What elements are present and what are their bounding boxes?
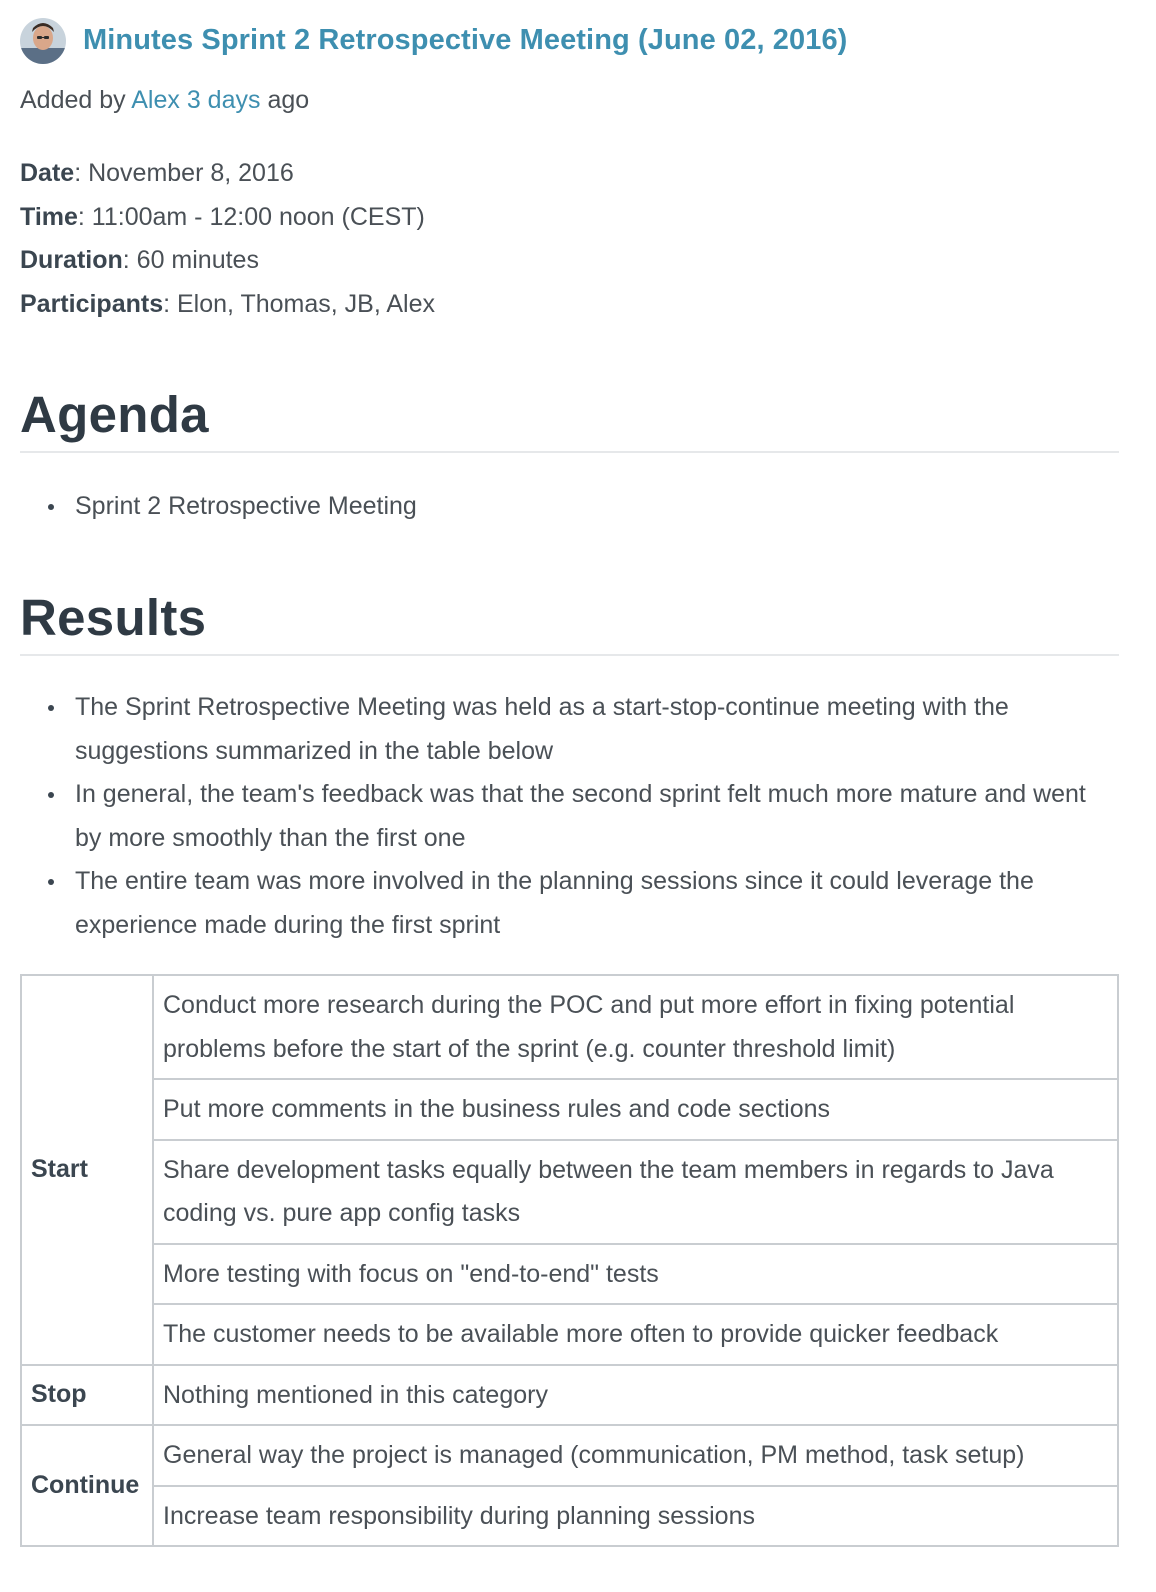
detail-value: : Elon, Thomas, JB, Alex [163,289,435,318]
list-item: The Sprint Retrospective Meeting was held as a start-stop-continue meeting with the suggestions summarized in the table below [20,686,1119,773]
detail-label: Date [20,159,75,187]
page [20,0,1119,1530]
meeting-details [20,152,1119,326]
table-row [21,1365,1118,1426]
table-cell: Conduct more research during the POC and put more effort in fixing potential problems before the start of the sprint (e.g. counter threshold limit) [153,975,1118,1079]
category-start: Start [21,975,153,1365]
detail-label: Participants [20,289,164,318]
byline [20,86,1119,126]
detail-time [20,196,1119,240]
results-divider [20,654,1119,656]
table-cell: Nothing mentioned in this category [153,1365,1118,1426]
table-cell: More testing with focus on "end-to-end" tests [153,1244,1118,1305]
results-list [20,686,1119,947]
list-item: The entire team was more involved in the planning sessions since it could leverage the experience made during the first sprint [20,860,1119,947]
byline-suffix: ago [267,86,310,114]
byline-prefix: Added by [20,86,126,114]
detail-duration [20,239,1119,283]
page-header [20,0,1119,80]
table-row [21,1304,1118,1365]
agenda-heading: Agenda [20,386,209,443]
table-row [21,975,1118,1079]
detail-value: : 11:00am - 12:00 noon (CEST) [77,202,425,231]
agenda-divider [20,451,1119,453]
table-row [21,1425,1118,1486]
retrospective-table [20,974,1119,1547]
detail-value: : November 8, 2016 [74,159,294,187]
category-stop: Stop [21,1365,153,1426]
timestamp-link[interactable]: 3 days [186,86,261,114]
page-title[interactable]: Minutes Sprint 2 Retrospective Meeting (June 02, 2016) [83,23,848,56]
detail-date [20,152,1119,196]
detail-label: Time [20,202,78,231]
results-heading: Results [20,589,207,646]
author-link[interactable]: Alex [131,86,180,114]
detail-participants [20,283,1119,327]
table-row [21,1079,1118,1140]
list-item: In general, the team's feedback was that the second sprint felt much more mature and went by more smoothly than the first one [20,773,1119,860]
table-row [21,1140,1118,1244]
table-cell: The customer needs to be available more often to provide quicker feedback [153,1304,1118,1365]
table-cell: Put more comments in the business rules and code sections [153,1079,1118,1140]
category-continue: Continue [21,1425,153,1546]
table-row [21,1244,1118,1305]
detail-label: Duration [20,246,123,274]
table-cell: Share development tasks equally between the team members in regards to Java coding vs. pure app config tasks [153,1140,1118,1244]
list-item: Sprint 2 Retrospective Meeting [20,485,1119,529]
agenda-list [20,485,1119,529]
user-avatar-icon[interactable] [20,18,66,64]
detail-value: : 60 minutes [122,246,259,274]
table-cell: Increase team responsibility during planning sessions [153,1486,1118,1547]
table-cell: General way the project is managed (communication, PM method, task setup) [153,1425,1118,1486]
table-row [21,1486,1118,1547]
